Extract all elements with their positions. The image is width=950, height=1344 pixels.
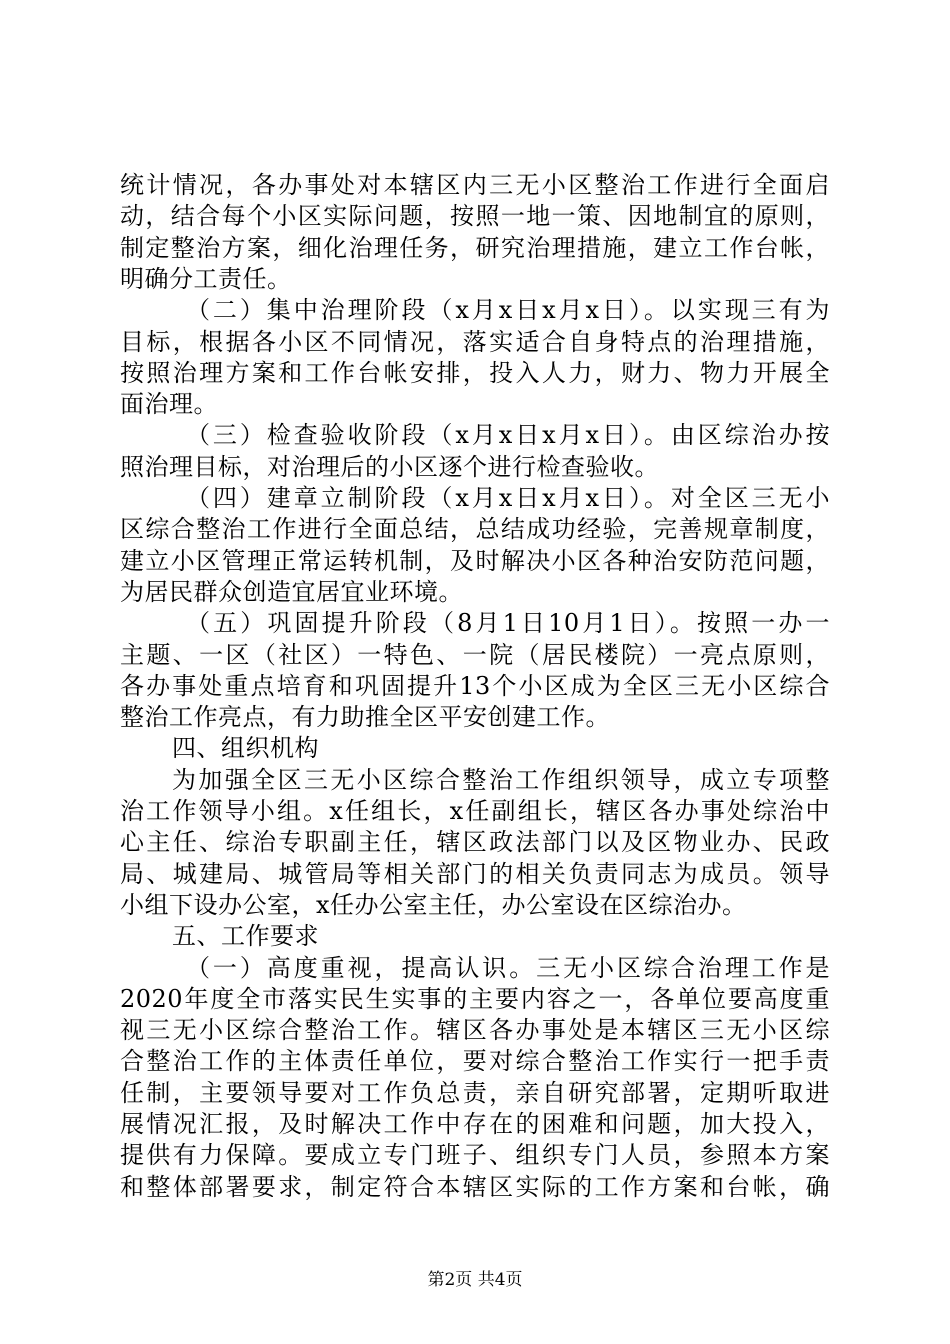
text-line: （五）巩固提升阶段（8月1日10月1日）。按照一办一	[186, 609, 830, 638]
text-line: 小组下设办公室，x任办公室主任，办公室设在区综治办。	[120, 890, 747, 919]
text-line: 和整体部署要求，制定符合本辖区实际的工作方案和台帐，确	[120, 1172, 830, 1201]
text-line: 心主任、综治专职副主任，辖区政法部门以及区物业办、民政	[120, 828, 830, 857]
text-line: 治工作领导小组。x任组长，x任副组长，辖区各办事处综治中	[120, 797, 830, 825]
text-line: 2020年度全市落实民生实事的主要内容之一，各单位要高度重	[120, 984, 830, 1013]
section-heading: 四、组织机构	[172, 734, 319, 763]
text-line: 为居民群众创造宜居宜业环境。	[120, 577, 463, 606]
text-line: （三）检查验收阶段（x月x日x月x日）。由区综治办按	[186, 421, 830, 450]
text-line: 主题、一区（社区）一特色、一院（居民楼院）一亮点原则，	[120, 640, 830, 669]
text-line: 局、城建局、城管局等相关部门的相关负责同志为成员。领导	[120, 859, 830, 888]
text-line: 提供有力保障。要成立专门班子、组织专门人员，参照本方案	[120, 1141, 830, 1170]
text-line: 目标，根据各小区不同情况，落实适合自身特点的治理措施，	[120, 327, 830, 356]
text-line: 统计情况，各办事处对本辖区内三无小区整治工作进行全面启	[120, 171, 830, 199]
text-line: （四）建章立制阶段（x月x日x月x日）。对全区三无小	[186, 484, 830, 512]
text-line: 明确分工责任。	[120, 264, 292, 293]
text-line: （二）集中治理阶段（x月x日x月x日）。以实现三有为	[186, 296, 830, 325]
text-line: 动，结合每个小区实际问题，按照一地一策、因地制宜的原则，	[120, 202, 830, 231]
page-number-footer: 第2页 共4页	[427, 1270, 523, 1290]
section-heading: 五、工作要求	[172, 922, 319, 951]
text-line: 面治理。	[120, 390, 218, 419]
text-line: 照治理目标，对治理后的小区逐个进行检查验收。	[120, 452, 659, 481]
text-line: 任制，主要领导要对工作负总责，亲自研究部署，定期听取进	[120, 1078, 830, 1107]
text-line: 为加强全区三无小区综合整治工作组织领导，成立专项整	[172, 765, 830, 794]
text-line: 合整治工作的主体责任单位，要对综合整治工作实行一把手责	[120, 1047, 830, 1076]
text-line: 制定整治方案，细化治理任务，研究治理措施，建立工作台帐，	[120, 233, 830, 262]
text-line: 建立小区管理正常运转机制，及时解决小区各种治安防范问题，	[120, 546, 830, 575]
text-line: 按照治理方案和工作台帐安排，投入人力，财力、物力开展全	[120, 358, 830, 387]
text-line: 视三无小区综合整治工作。辖区各办事处是本辖区三无小区综	[120, 1016, 830, 1045]
text-line: 各办事处重点培育和巩固提升13个小区成为全区三无小区综合	[120, 671, 830, 700]
text-line: 区综合整治工作进行全面总结，总结成功经验，完善规章制度，	[120, 515, 830, 544]
text-line: 展情况汇报，及时解决工作中存在的困难和问题，加大投入，	[120, 1110, 830, 1138]
text-line: 整治工作亮点，有力助推全区平安创建工作。	[120, 703, 610, 732]
text-line: （一）高度重视，提高认识。三无小区综合治理工作是	[186, 953, 830, 982]
